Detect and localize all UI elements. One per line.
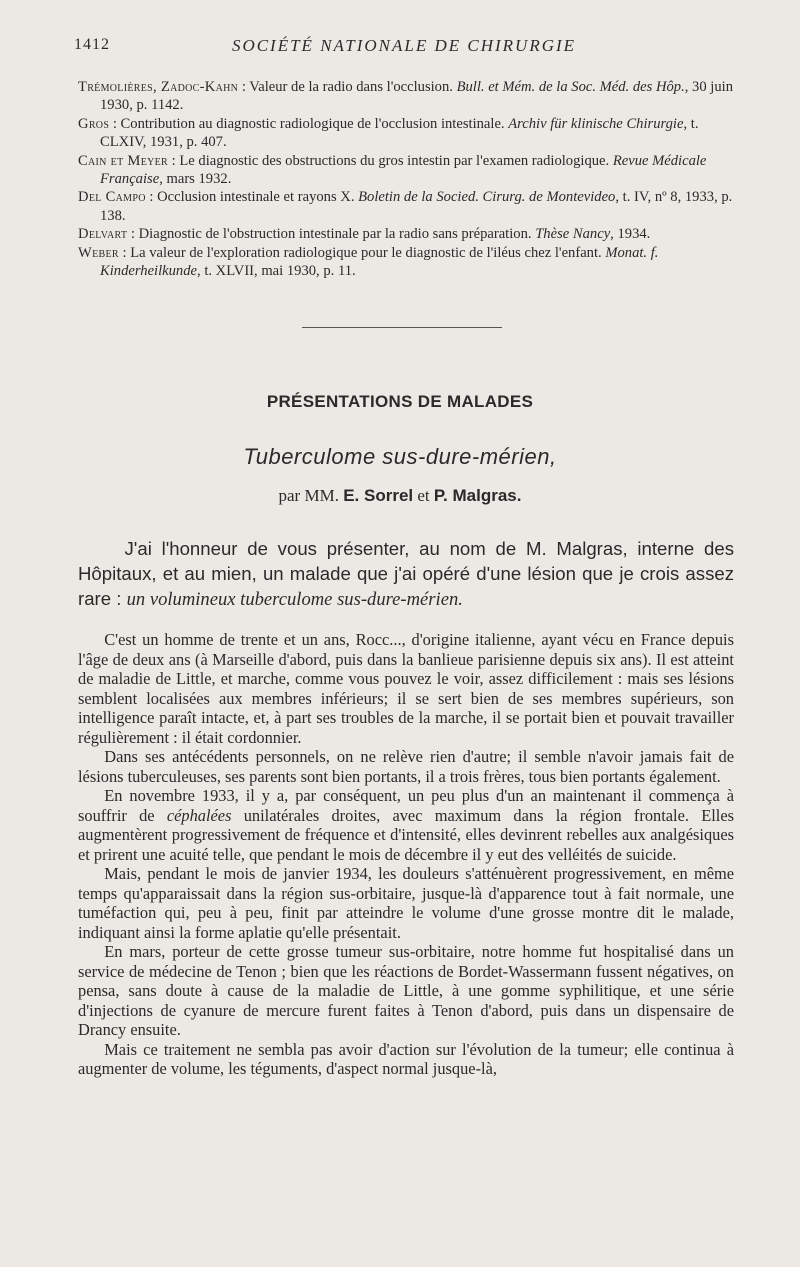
- authors-joiner: et: [417, 486, 430, 505]
- body-paragraph: En mars, porteur de cette grosse tumeur sus-orbitaire, notre homme fut hospitalisé dans un service de médecine de Tenon ; bien que les réactions de Bordet-Wassermann fussent négatives, on pensa, sans doute à cause de la maladie de Little, à une gomme syphilitique, et une série d'injections de cyanure de mercure furent faites à Tenon d'abord, puis dans un dispensaire de Drancy ensuite.: [78, 942, 734, 1039]
- page-number: 1412: [74, 36, 110, 53]
- reference-item: [78, 152, 734, 189]
- paragraph-text: unilatérales droites, avec maximum dans la région frontale. Elles augmentèrent progressivement de fréquence et d'intensité, elles devinrent rebelles aux analgésiques et prirent une acuité telle, que pendant le mois de décembre il y eut des velléités de suicide.: [78, 805, 734, 864]
- body-paragraph: Mais ce traitement ne sembla pas avoir d'action sur l'évolution de la tumeur; elle continua à augmenter de volume, les téguments, d'aspect normal jusque-là,: [78, 1039, 734, 1078]
- reference-authors: Trémolières, Zadoc-Kahn: [78, 79, 239, 95]
- reference-details: , t. XLVII, mai 1930, p. 11.: [197, 263, 356, 280]
- reference-details: , t. IV, nº 8, 1933, p. 138.: [100, 189, 733, 224]
- reference-authors: Weber: [78, 244, 119, 261]
- body-paragraph: Dans ses antécédents personnels, on ne relève rien d'autre; il semble n'avoir jamais fait de lésions tuberculeuses, ses parents sont bien portants, il a trois frères, tous bien portants également.: [78, 747, 734, 786]
- reference-text: : Diagnostic de l'obstruction intestinale par la radio sans préparation.: [127, 226, 536, 243]
- article-title: Tuberculome sus-dure-mérien,: [243, 444, 557, 469]
- reference-source: Revue Médicale Française: [100, 152, 707, 188]
- reference-text: : Le diagnostic des obstructions du gros intestin par l'examen radiologique.: [168, 152, 613, 169]
- body-paragraph: Mais, pendant le mois de janvier 1934, les douleurs s'atténuèrent progressivement, en même temps qu'apparaissait dans la région sus-orbitaire, jusque-là d'apparence tout à fait normale, une tuméfaction qui, peu à peu, finit par atteindre le volume d'une grosse montre dit le malade, indiquant ainsi la forme aplatie qu'elle présentait.: [78, 864, 734, 942]
- running-header: [74, 36, 734, 60]
- reference-details: , t. CLXIV, 1931, p. 407.: [100, 115, 699, 151]
- reference-text: : Contribution au diagnostic radiologique de l'occlusion intestinale.: [109, 115, 509, 132]
- reference-authors: Delvart: [78, 226, 128, 243]
- reference-item: [78, 225, 734, 243]
- reference-text: : Occlusion intestinale et rayons X.: [145, 189, 359, 206]
- reference-details: , 30 juin 1930, p. 1142.: [100, 79, 733, 114]
- reference-details: , 1934.: [610, 226, 651, 243]
- reference-source: Bull. et Mém. de la Soc. Méd. des Hôp.: [456, 79, 685, 95]
- reference-authors: Del Campo: [78, 189, 146, 206]
- intro-paragraph: [78, 536, 734, 612]
- intro-text: J'ai l'honneur de vous présenter, au nom de M. Malgras, interne des Hôpitaux, et au mien, un malade que j'ai opéré d'une lésion que je crois assez rare :: [78, 538, 734, 609]
- running-title: SOCIÉTÉ NATIONALE DE CHIRURGIE: [231, 36, 577, 55]
- body-paragraph: C'est un homme de trente et un ans, Rocc..., d'origine italienne, ayant vécu en France depuis l'âge de deux ans (à Marseille d'abord, puis dans la banlieue parisienne depuis six ans). Il est atteint de maladie de Little, et marche, comme vous pouvez le voir, assez difficilement : mais ses lésions semblent localisées aux membres inférieurs; il se sert bien de ses membres supérieurs, son intelligence paraît intacte, et, à part ses troubles de la marche, il se portait bien et pouvait travailler régulièrement : il était cordonnier.: [78, 630, 734, 747]
- author-name: E. Sorrel: [343, 486, 414, 505]
- reference-text: : La valeur de l'exploration radiologique pour le diagnostic de l'iléus chez l'enfant.: [118, 244, 606, 261]
- reference-details: , mars 1932.: [159, 171, 232, 188]
- article-body: [78, 630, 734, 1079]
- paragraph-text: En novembre 1933, il y a, par conséquent, un peu plus d'un an maintenant il commença à souffrir de: [78, 786, 734, 825]
- intro-emphasis: un volumineux tuberculome sus-dure-mérien.: [126, 589, 463, 610]
- reference-source: Thèse Nancy: [535, 226, 611, 243]
- reference-list: [78, 78, 734, 280]
- body-paragraph: [78, 786, 734, 864]
- reference-authors: Cain et Meyer: [78, 152, 169, 169]
- reference-authors: Gros: [78, 115, 110, 132]
- article-authors: [0, 486, 800, 506]
- section-heading: PRÉSENTATIONS DE MALADES: [266, 392, 534, 411]
- reference-item: [78, 115, 734, 152]
- reference-item: [78, 244, 734, 281]
- section-divider: [302, 327, 502, 328]
- reference-source: Monat. f. Kinderheilkunde: [100, 244, 659, 280]
- reference-item: [78, 188, 734, 225]
- paragraph-emphasis: céphalées: [166, 805, 232, 825]
- authors-prefix: par MM.: [278, 486, 339, 505]
- reference-source: Boletin de la Socied. Cirurg. de Montevideo: [358, 189, 616, 206]
- reference-source: Archiv für klinische Chirurgie: [508, 115, 684, 132]
- reference-text: : Valeur de la radio dans l'occlusion.: [238, 79, 457, 95]
- author-name: P. Malgras.: [433, 486, 522, 505]
- reference-item: [78, 78, 734, 115]
